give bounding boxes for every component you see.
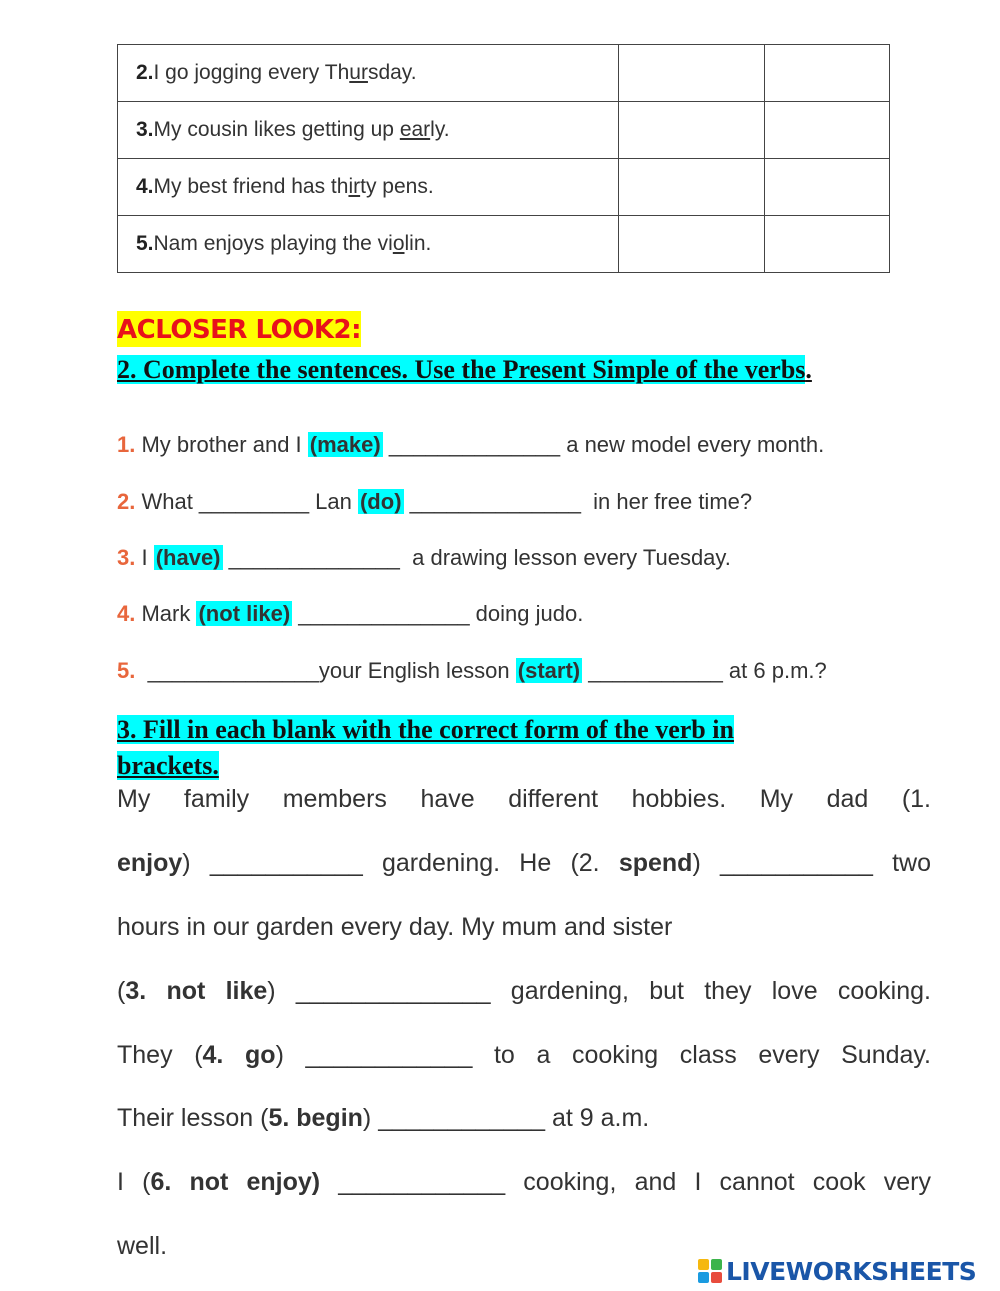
liveworksheets-logo[interactable] — [698, 1254, 976, 1288]
paragraph-line: enjoy) ___________ gardening. He (2. spend) ___________ two — [117, 849, 932, 877]
answer-cell[interactable] — [765, 45, 890, 102]
exercise-2-item: 3. I (have) ______________ a drawing lesson every Tuesday. — [117, 545, 731, 570]
exercise-3-heading: 3. Fill in each blank with the correct form of the verb in — [117, 715, 734, 744]
paragraph-line: Their lesson (5. begin) ____________ at 9 a.m. — [117, 1104, 650, 1132]
logo-mark-icon — [698, 1259, 722, 1283]
exercise-3-heading-line2: brackets. — [117, 751, 219, 780]
paragraph-line: I (6. not enjoy) ____________ cooking, and I cannot cook very — [117, 1168, 931, 1196]
table-row — [118, 45, 890, 102]
section-title: ACLOSER LOOK2: — [117, 311, 361, 347]
table-cell-sentence: 4.My best friend has thirty pens. — [118, 159, 619, 216]
answer-cell[interactable] — [619, 102, 765, 159]
pronunciation-table — [117, 44, 890, 273]
answer-cell[interactable] — [765, 216, 890, 273]
exercise-2-item: 5. ______________your English lesson (start) ___________ at 6 p.m.? — [117, 658, 827, 683]
table-row — [118, 159, 890, 216]
answer-cell[interactable] — [619, 159, 765, 216]
exercise-2-heading: 2. Complete the sentences. Use the Present Simple of the verbs. — [117, 355, 812, 384]
paragraph-line: hours in our garden every day. My mum and sister — [117, 913, 673, 941]
exercise-2-item: 1. My brother and I (make) ______________ a new model every month. — [117, 432, 825, 457]
table-cell-sentence: 2.I go jogging every Thursday. — [118, 45, 619, 102]
answer-cell[interactable] — [765, 159, 890, 216]
paragraph-line: My family members have different hobbies. My dad (1. — [117, 785, 931, 813]
answer-cell[interactable] — [619, 216, 765, 273]
paragraph-line: well. — [117, 1232, 168, 1260]
answer-cell[interactable] — [765, 102, 890, 159]
table-cell-sentence: 3.My cousin likes getting up early. — [118, 102, 619, 159]
table-row — [118, 102, 890, 159]
exercise-2-item: 2. What _________ Lan (do) ______________ in her free time? — [117, 489, 753, 514]
paragraph-line: (3. not like) ______________ gardening, but they love cooking. — [117, 977, 931, 1005]
logo-text: LIVEWORKSHEETS — [726, 1256, 977, 1286]
answer-cell[interactable] — [619, 45, 765, 102]
exercise-2-item: 4. Mark (not like) ______________ doing judo. — [117, 601, 584, 626]
table-row — [118, 216, 890, 273]
paragraph-line: They (4. go) ____________ to a cooking class every Sunday. — [117, 1041, 931, 1069]
table-cell-sentence: 5.Nam enjoys playing the violin. — [118, 216, 619, 273]
